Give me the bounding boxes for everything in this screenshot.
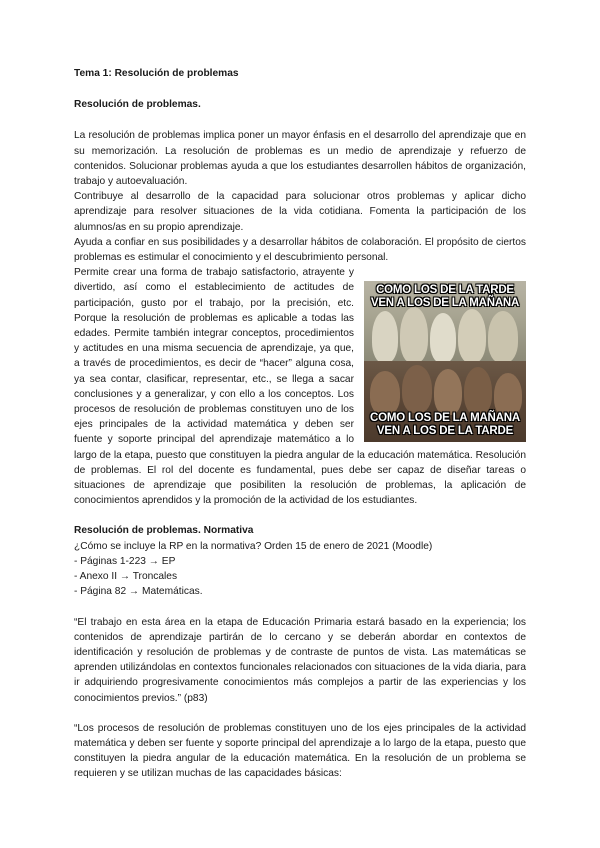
meme-image <box>364 281 526 442</box>
normativa-list <box>74 539 526 600</box>
paragraph-1: La resolución de problemas implica poner un mayor énfasis en el desarrollo del aprendizaje que en su memorización. La resolución de problemas es un medio de aprendizaje y refuerzo de contenidos. Solucionar problemas ayuda a que los estudiantes desarrollen hábitos de organización, trabajo y autoevaluación. <box>74 130 526 188</box>
normativa-heading: Resolución de problemas. Normativa <box>74 525 254 537</box>
normativa-question: ¿Cómo se incluye la RP en la normativa? Orden 15 de enero de 2021 (Moodle) <box>74 540 433 552</box>
section-title: Resolución de problemas. <box>74 99 201 111</box>
quote-1: “El trabajo en esta área en la etapa de Educación Primaria estará basado en la experiencia; los contenidos de aprendizaje partirán de lo cercano y se deberán abordar en contextos de identificación y resolución de problemas y de contraste de puntos de vista. Las matemáticas se aprenden utilizándolas en contextos funcionales relacionados con situaciones de la vida diaria, para ir adquiriendo progresivamente conocimientos más complejos a partir de las experiencias y los conocimientos previos.” (p83) <box>74 616 526 704</box>
meme-caption-top: COMO LOS DE LA TARDE VEN A LOS DE LA MAÑANA <box>370 284 520 310</box>
normativa-item: - Página 82 → Matemáticas. <box>74 586 203 598</box>
normativa-item: - Anexo II → Troncales <box>74 571 178 583</box>
paragraph-2: Contribuye al desarrollo de la capacidad para solucionar otros problemas y aplicar dicho aprendizaje para resolver situaciones de la vida cotidiana. Fomenta la participación de los alumnos/as en su propio aprendizaje. <box>74 191 526 233</box>
meme-caption-bottom: COMO LOS DE LA MAÑANA VEN A LOS DE LA TARDE <box>370 412 520 438</box>
paragraph-4: Permite crear una forma de trabajo satisfactorio, atrayente y divertido, así como el establecimiento de actitudes de participación, gusto por el trabajo, por la precisión, etc. Porque la resolución de problemas es aplicable a todas las edades. Permite también integrar conceptos, procedimientos y actitudes en una misma secuencia de aprendizaje, ya que, a través de procedimientos, es decir de “hacer” alguna cosa, ya sea contar, clasificar, representar, etc., se llega a sacar conclusiones y a generalizar, y con ello a los conceptos. Los procesos de resolución de problemas constituyen uno de los ejes principales de la actividad matemática y deben ser fuente y soporte principal del aprendizaje matemático a lo largo de la etapa, puesto que constituyen la piedra angular de la educación matemática. Resolución de problemas. El rol del docente es fundamental, pues debe ser capaz de diseñar tareas o situaciones de aprendizaje que posibiliten la resolución de problemas, la aplicación de conocimientos aprendidos y la promoción de la actividad de los estudiantes. <box>74 267 526 507</box>
document-page <box>74 66 526 782</box>
normativa-item: - Páginas 1-223 → EP <box>74 555 176 567</box>
paragraph-3: Ayuda a confiar en sus posibilidades y a desarrollar hábitos de colaboración. El propósito de ciertos problemas es estimular el conocimiento y el descubrimiento personal. <box>74 236 526 264</box>
topic-title: Tema 1: Resolución de problemas <box>74 68 239 79</box>
quote-2: “Los procesos de resolución de problemas constituyen uno de los ejes principales de la actividad matemática y deben ser fuente y soporte principal del aprendizaje a lo largo de la etapa, puesto que constituyen la piedra angular de la educación matemática. En la resolución de un problema se requieren y se utilizan muchas de las capacidades básicas: <box>74 722 526 780</box>
